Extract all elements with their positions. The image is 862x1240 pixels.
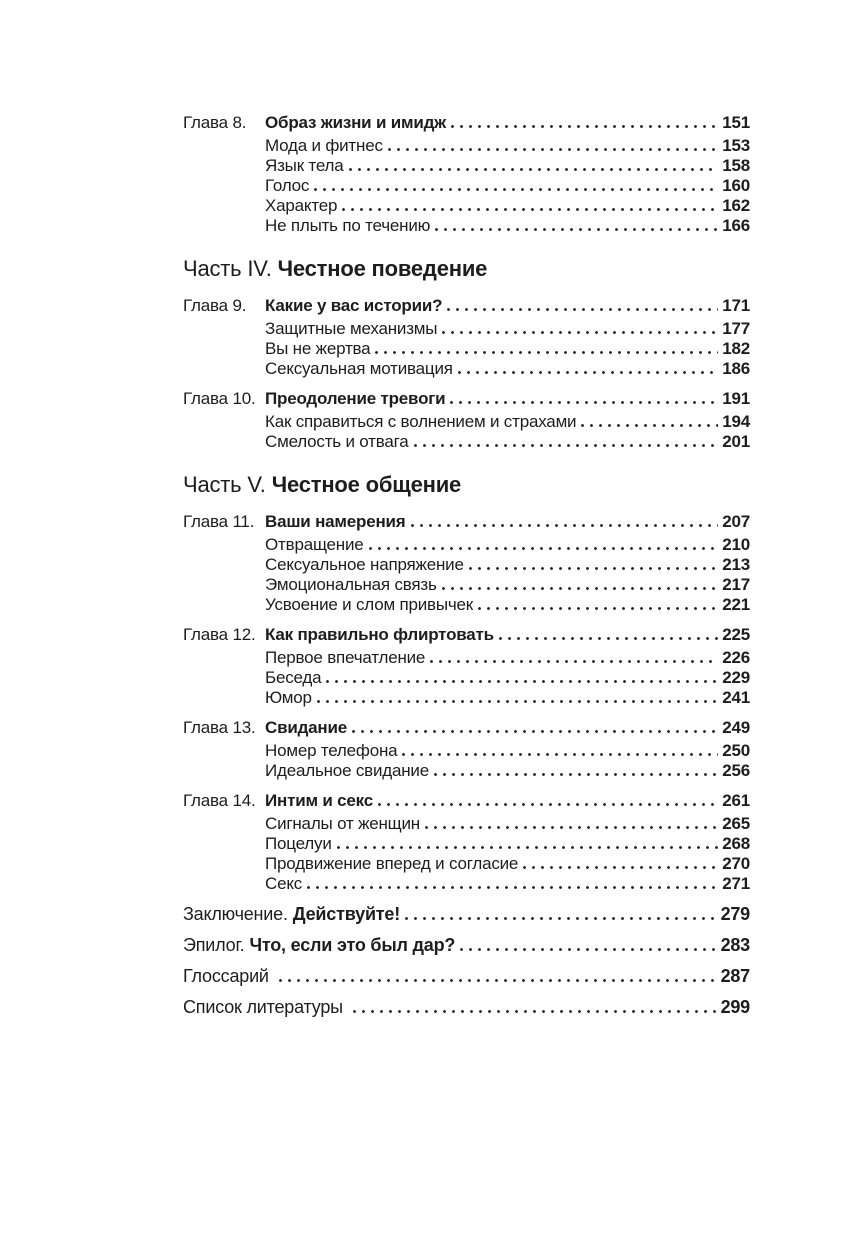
- dot-leader: [499, 637, 718, 640]
- subsection-page-number: 177: [722, 319, 750, 338]
- subsection-page-number: 229: [722, 668, 750, 687]
- toc-chapter-row: [183, 389, 750, 409]
- subsection-title: Мода и фитнес: [265, 136, 383, 155]
- subsection-page-number: 160: [722, 176, 750, 195]
- toc-subsection-row: [265, 761, 750, 781]
- dot-leader: [388, 148, 718, 151]
- chapter-label: Глава 12.: [183, 625, 256, 644]
- toc-chapter-block: [183, 625, 750, 708]
- chapter-page-number: 191: [722, 389, 750, 408]
- subsection-title: Вы не жертва: [265, 339, 371, 358]
- toc-chapter-row: [183, 718, 750, 738]
- toc-subsection-row: [265, 359, 750, 379]
- dot-leader: [478, 607, 718, 610]
- end-page-number: 279: [720, 904, 750, 924]
- subsection-title: Секс: [265, 874, 303, 893]
- subsection-title: Характер: [265, 196, 338, 215]
- subsection-title: Сексуальное напряжение: [265, 555, 464, 574]
- subsection-title: Эмоциональная связь: [265, 575, 437, 594]
- dot-leader: [342, 208, 718, 211]
- chapter-page-number: 225: [722, 625, 750, 644]
- subsection-page-number: 270: [722, 854, 750, 873]
- subsection-title: Идеальное свидание: [265, 761, 429, 780]
- toc-subsection-row: [265, 176, 750, 196]
- toc-chapter-row: [183, 296, 750, 316]
- end-label: Глоссарий: [183, 966, 269, 986]
- subsection-title: Как справиться с волнением и страхами: [265, 412, 577, 431]
- dot-leader: [434, 773, 718, 776]
- subsection-title: Усвоение и слом привычек: [265, 595, 474, 614]
- toc-subsection-row: [265, 595, 750, 615]
- toc-end-row: [183, 966, 750, 986]
- dot-leader: [469, 567, 719, 570]
- toc-subsection-row: [265, 688, 750, 708]
- chapter-subsections: [183, 136, 750, 236]
- subsection-page-number: 217: [722, 575, 750, 594]
- subsection-title: Сигналы от женщин: [265, 814, 420, 833]
- subsection-page-number: 268: [722, 834, 750, 853]
- toc-chapter-row: [183, 512, 750, 532]
- subsection-page-number: 186: [722, 359, 750, 378]
- chapter-label: Глава 8.: [183, 113, 247, 132]
- subsection-page-number: 153: [722, 136, 750, 155]
- dot-leader: [523, 866, 718, 869]
- toc-subsection-row: [265, 136, 750, 156]
- dot-leader: [369, 547, 719, 550]
- chapter-subsections: [183, 814, 750, 894]
- chapter-page-number: 261: [722, 791, 750, 810]
- toc-subsection-row: [265, 535, 750, 555]
- toc-subsection-row: [265, 648, 750, 668]
- end-title: Действуйте!: [292, 904, 401, 924]
- part-title: Честное поведение: [277, 256, 488, 281]
- table-of-contents: [183, 113, 750, 1028]
- toc-chapter-block: [183, 791, 750, 894]
- dot-leader: [349, 168, 719, 171]
- dot-leader: [442, 331, 718, 334]
- end-label: Эпилог.: [183, 935, 245, 955]
- toc-subsection-row: [265, 741, 750, 761]
- dot-leader: [378, 803, 718, 806]
- end-page-number: 299: [720, 997, 750, 1017]
- end-label: Заключение.: [183, 904, 288, 924]
- subsection-page-number: 158: [722, 156, 750, 175]
- dot-leader: [460, 948, 716, 951]
- toc-subsection-row: [265, 196, 750, 216]
- subsection-title: Не плыть по течению: [265, 216, 431, 235]
- chapter-subsections: [183, 535, 750, 615]
- toc-subsection-row: [265, 555, 750, 575]
- toc-subsection-row: [265, 834, 750, 854]
- toc-subsection-row: [265, 339, 750, 359]
- subsection-title: Отвращение: [265, 535, 364, 554]
- end-label: Список литературы: [183, 997, 343, 1017]
- toc-end-row: [183, 935, 750, 955]
- toc-subsection-row: [265, 412, 750, 432]
- chapter-title: Ваши намерения: [265, 512, 406, 531]
- toc-subsection-row: [265, 874, 750, 894]
- subsection-page-number: 271: [722, 874, 750, 893]
- subsection-page-number: 182: [722, 339, 750, 358]
- toc-subsection-row: [265, 814, 750, 834]
- dot-leader: [375, 351, 718, 354]
- part-label: Часть V.: [183, 472, 266, 497]
- chapter-title: Какие у вас истории?: [265, 296, 443, 315]
- subsection-title: Голос: [265, 176, 310, 195]
- dot-leader: [435, 228, 718, 231]
- dot-leader: [279, 979, 717, 982]
- toc-chapter-row: [183, 113, 750, 133]
- chapter-label: Глава 13.: [183, 718, 256, 737]
- subsection-page-number: 210: [722, 535, 750, 554]
- dot-leader: [402, 753, 718, 756]
- toc-subsection-row: [265, 575, 750, 595]
- toc-subsection-row: [265, 668, 750, 688]
- dot-leader: [411, 524, 719, 527]
- subsection-page-number: 166: [722, 216, 750, 235]
- subsection-title: Поцелуи: [265, 834, 332, 853]
- end-page-number: 287: [720, 966, 750, 986]
- end-page-number: 283: [720, 935, 750, 955]
- chapter-subsections: [183, 319, 750, 379]
- toc-chapter-block: [183, 389, 750, 452]
- dot-leader: [451, 125, 718, 128]
- toc-part-heading: [183, 472, 750, 498]
- chapter-page-number: 151: [722, 113, 750, 132]
- chapter-page-number: 207: [722, 512, 750, 531]
- subsection-title: Беседа: [265, 668, 322, 687]
- chapter-subsections: [183, 741, 750, 781]
- toc-subsection-row: [265, 156, 750, 176]
- dot-leader: [314, 188, 718, 191]
- chapter-label: Глава 9.: [183, 296, 247, 315]
- dot-leader: [337, 846, 719, 849]
- part-title: Честное общение: [271, 472, 462, 497]
- subsection-page-number: 213: [722, 555, 750, 574]
- subsection-page-number: 226: [722, 648, 750, 667]
- chapter-title: Преодоление тревоги: [265, 389, 446, 408]
- dot-leader: [353, 1010, 717, 1013]
- toc-subsection-row: [265, 432, 750, 452]
- toc-chapter-row: [183, 791, 750, 811]
- dot-leader: [442, 587, 719, 590]
- toc-subsection-row: [265, 216, 750, 236]
- chapter-title: Свидание: [265, 718, 347, 737]
- dot-leader: [317, 700, 718, 703]
- subsection-title: Смелость и отвага: [265, 432, 409, 451]
- chapter-page-number: 171: [722, 296, 750, 315]
- dot-leader: [450, 401, 718, 404]
- dot-leader: [581, 424, 718, 427]
- subsection-page-number: 250: [722, 741, 750, 760]
- chapter-label: Глава 10.: [183, 389, 256, 408]
- toc-chapter-row: [183, 625, 750, 645]
- chapter-page-number: 249: [722, 718, 750, 737]
- part-label: Часть IV.: [183, 256, 272, 281]
- chapter-subsections: [183, 648, 750, 708]
- subsection-page-number: 221: [722, 595, 750, 614]
- toc-subsection-row: [265, 319, 750, 339]
- dot-leader: [307, 886, 718, 889]
- dot-leader: [414, 444, 719, 447]
- subsection-title: Первое впечатление: [265, 648, 426, 667]
- subsection-page-number: 162: [722, 196, 750, 215]
- dot-leader: [352, 730, 718, 733]
- subsection-page-number: 194: [722, 412, 750, 431]
- chapter-subsections: [183, 412, 750, 452]
- dot-leader: [447, 308, 718, 311]
- toc-chapter-block: [183, 296, 750, 379]
- end-title: Что, если это был дар?: [249, 935, 456, 955]
- subsection-title: Язык тела: [265, 156, 344, 175]
- dot-leader: [326, 680, 718, 683]
- chapter-label: Глава 11.: [183, 512, 255, 531]
- subsection-page-number: 241: [722, 688, 750, 707]
- chapter-title: Интим и секс: [265, 791, 373, 810]
- dot-leader: [430, 660, 718, 663]
- subsection-title: Продвижение вперед и согласие: [265, 854, 519, 873]
- dot-leader: [458, 371, 718, 374]
- toc-part-heading: [183, 256, 750, 282]
- toc-chapter-block: [183, 113, 750, 236]
- toc-end-row: [183, 904, 750, 924]
- subsection-title: Защитные механизмы: [265, 319, 438, 338]
- toc-end-row: [183, 997, 750, 1017]
- toc-chapter-block: [183, 718, 750, 781]
- subsection-title: Сексуальная мотивация: [265, 359, 453, 378]
- subsection-page-number: 256: [722, 761, 750, 780]
- dot-leader: [425, 826, 718, 829]
- chapter-title: Образ жизни и имидж: [265, 113, 447, 132]
- chapter-label: Глава 14.: [183, 791, 256, 810]
- subsection-page-number: 201: [722, 432, 750, 451]
- subsection-title: Юмор: [265, 688, 312, 707]
- dot-leader: [405, 917, 717, 920]
- chapter-title: Как правильно флиртовать: [265, 625, 494, 644]
- subsection-title: Номер телефона: [265, 741, 398, 760]
- subsection-page-number: 265: [722, 814, 750, 833]
- toc-chapter-block: [183, 512, 750, 615]
- toc-subsection-row: [265, 854, 750, 874]
